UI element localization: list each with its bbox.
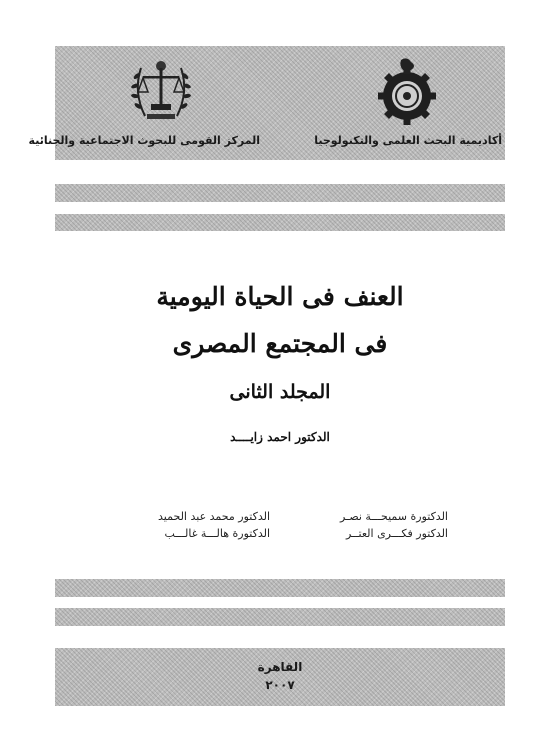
contributor-name: الدكتور محمد عبد الحميد: [158, 510, 270, 523]
institution-name-left: المركز القومى للبحوث الاجتماعية والجنائية: [28, 134, 260, 147]
scales-of-justice-emblem-icon: [127, 56, 195, 128]
footer-panel: [55, 648, 505, 706]
header-panel: [28, 46, 505, 160]
institution-name-right: أكاديمية البحث العلمى والتكنولوجيا: [314, 134, 502, 147]
decorative-band: [55, 184, 505, 202]
publication-year: ٢٠٠٧: [265, 678, 295, 692]
contributor-name: الدكتور فكـــرى العتــر: [346, 527, 448, 540]
author-name: الدكتور احمد زايــــد: [230, 430, 330, 444]
academy-gear-emblem-icon: [373, 56, 441, 128]
decorative-band: [55, 579, 505, 597]
volume-label: المجلد الثانى: [229, 381, 331, 403]
contributor-name: الدكتورة سميحـــة نصـر: [340, 510, 448, 523]
decorative-band: [55, 214, 505, 231]
contributor-name: الدكتورة هالـــة غالـــب: [164, 527, 270, 540]
decorative-band: [55, 608, 505, 626]
title-line-1: العنف فى الحياة اليومية: [156, 282, 404, 311]
title-line-2: فى المجتمع المصرى: [172, 329, 388, 358]
publication-city: القاهرة: [257, 660, 303, 674]
